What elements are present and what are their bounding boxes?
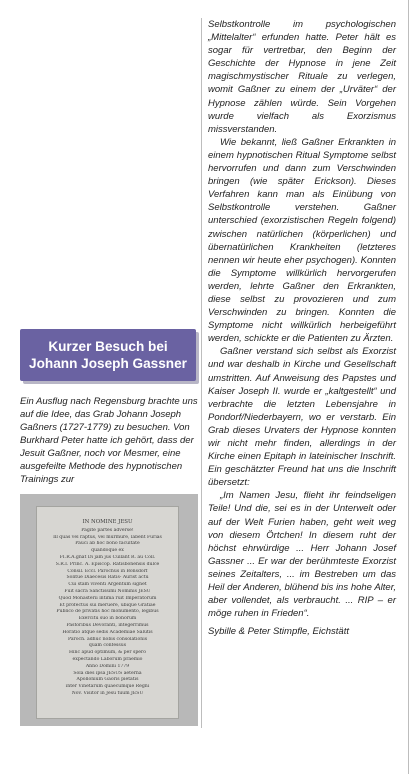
sidebar-title-box [20, 329, 196, 381]
article-paragraph-2: Wie bekannt, ließ Gaßner Erkrankten in einem hypnotischen Ritual Symptome selbst hervorrufen und dann zum Verschwinden bringen (wie später Erickson). Dieses Verfahren kann man als Einübung von Selbstkontrolle verstehen. Gaßner unterschied (exorzistischen Regeln folgend) zwischen natürlichen (körperlichen) und übernatürlichen Krankheiten (letzteres nennen wir heute eher psychogen). Konnten die Symptome willkürlich hervorgerufen werden, lehrte Gaßner den Erkrankten, diese selbst zu provozieren und zum Verschwinden zu bringen. Konnten die Symptome nicht willkürlich herbeigeführt werden, schickte er die Patienten zu Ärzten. [208, 136, 396, 345]
epitaph-line: Nov. Visitor in Jesu tuum JESU [71, 690, 144, 696]
epitaph-line: Ill quas vel raptus, vel murmure, labent Furias [53, 534, 162, 540]
epitaph-line: Pauci ab hoc bono facultate [75, 541, 140, 547]
epitaph-line: Paroch. adhuc nobis consolationis [67, 636, 148, 642]
sidebar-title-line2: Johann Joseph Gassner [29, 356, 187, 371]
article-paragraph-1: Selbstkontrolle im psychologischen „Mittelalter“ erfunden hatte. Peter hält es sogar für vertretbar, den Beginn der Geschichte der Hypnose in jene Zeit magischmystischer Rituale zu verlegen, womit Gaßner zu einem der „Urväter“ der Hypnose zählen würde. Sein Vorgehen wurde vielfach als Exorzismus missverstanden. [208, 19, 396, 135]
epitaph-line: Quod Monasterii intima ruit Imperatorum [58, 595, 157, 601]
epitaph-line: quandoque ex [91, 548, 124, 554]
sidebar-title-line1: Kurzer Besuch bei [48, 339, 168, 354]
epitaph-line: S.R.I. Princ. A. Episcop. Ratisbonensis dulce [55, 561, 160, 567]
epitaph-inscription [41, 528, 174, 698]
epitaph-stone [36, 506, 179, 719]
epitaph-line: Pagite partes adverse! [81, 527, 134, 533]
epitaph-line: Pastoribus Devoranti, integerrimus [66, 622, 149, 628]
epitaph-line: quam confessus [88, 643, 127, 649]
epitaph-line: Apollonium Gaoris pietatis [76, 677, 139, 683]
epitaph-line: expectando Laborum praemio [72, 656, 143, 662]
epitaph-line: Horatio atque sedis Academiae Salutis [62, 629, 153, 635]
epitaph-line: Et profectus sui meruere, ubique Gratiae [59, 602, 156, 608]
article-paragraph-4: „Im Namen Jesu, flieht ihr feindseligen Teile! Und die, sei es in der Unterwelt oder auf der Welt Furien haben, geht weit weg von diesem Örtchen! In diesem ruht der höchst ehrwürdige ... Herr Johann Josef Gassner ... Er war der berühmteste Exorzist seines Zeitalters, ... im Bestreben um das Heil der Anderen, blühend bis ins hohe Alter, aber vollendet, als verbraucht. ... RIP – er möge ruhen in Frieden“. [208, 490, 396, 620]
article-signature: Sybille & Peter Stimpfle, Eichstätt [208, 626, 349, 638]
article-column [208, 18, 396, 638]
column-divider [201, 18, 202, 728]
epitaph-heading: IN NOMINE JESU [82, 519, 133, 525]
epitaph-line: Hinc apud optimum, & per spero [69, 650, 146, 656]
epitaph-photo [20, 494, 198, 726]
epitaph-line: Cui stam viventi Argentum signet [68, 582, 147, 588]
sidebar-intro [20, 395, 198, 486]
page-edge-rule [408, 0, 409, 774]
epitaph-line: Fuit sacra Sanctissimi Nominis JESU [64, 588, 151, 594]
epitaph-line: Consil. Eccl. Parochus in Bonsdorf [67, 568, 148, 574]
sidebar-intro-text: Ein Ausflug nach Regensburg brachte uns auf die Idee, das Grab Johann Joseph Gaßners (1727-1779) zu besuchen. Von Burkhard Peter hatte ich gehört, dass der Jesuit Gaßner, noch vor Mesmer, eine ausgefeilte Methode des hypnotischen Trainings zur [20, 396, 198, 485]
epitaph-line: Anno Domini 1779 [85, 663, 130, 669]
epitaph-line: Solitue Diaecesis Ratis- Aurist actu [66, 575, 149, 581]
epitaph-line: FI.R.A.gnat Di jam jus Cullant R. au Coll. [59, 554, 156, 560]
epitaph-line: Publico de privatis hoc monumento, legibus [56, 609, 159, 615]
epitaph-line: Exercitu suo in bonorum [78, 616, 137, 622]
epitaph-line: Sola dies ipsa JESUS aeterna [73, 670, 142, 676]
epitaph-line: inter Vinetarum quaecumque Regni [65, 684, 150, 690]
article-paragraph-3: Gaßner verstand sich selbst als Exorzist und war deshalb in Kirche und Gesellschaft umstritten. Auf Anweisung des Papstes und Kaiser Joseph II. wurde er „kaltgestellt“ und verbrachte die letzten Lebensjahre in Pondorf/Niederbayern, wo er verstarb. Ein Grab dieses Urvaters der Hypnose konnten wir nicht mehr finden, allerdings in der Kirche einen Epitaph in lateinischer Inschrift. Ein geschätzter Freund hat uns die Inschrift übersetzt: [208, 346, 396, 489]
